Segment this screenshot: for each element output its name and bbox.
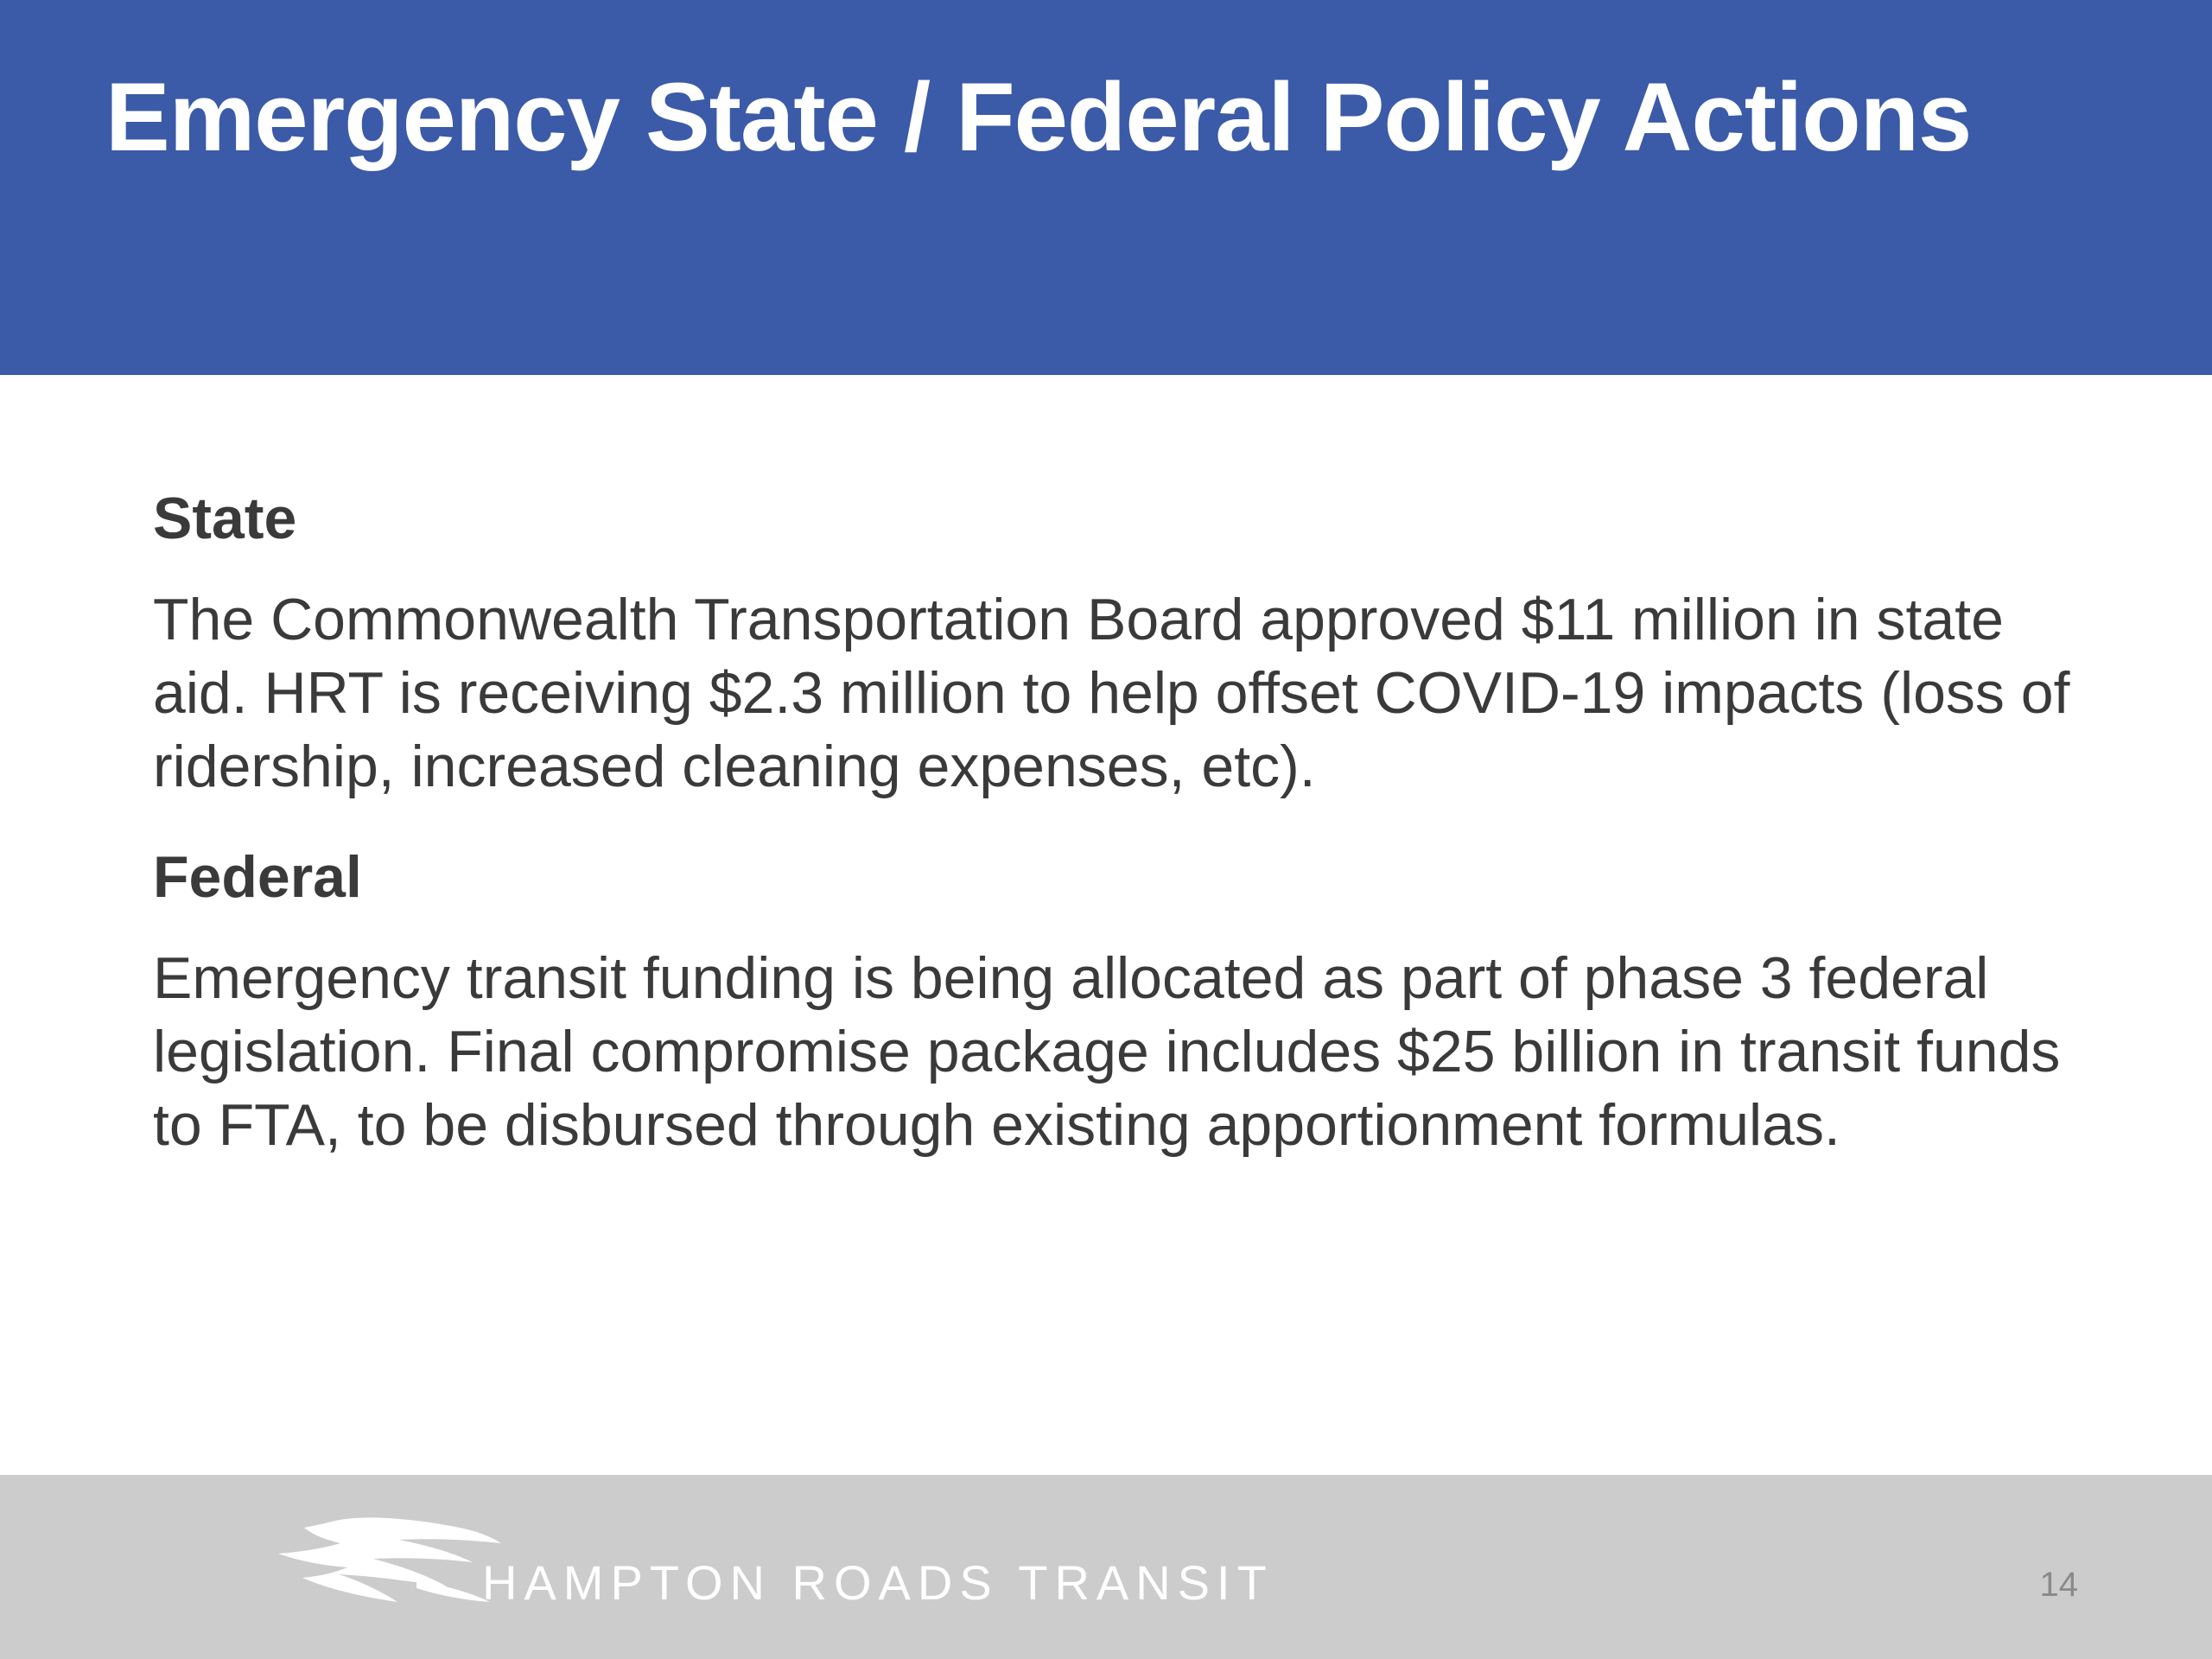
- logo-text: HAMPTON ROADS TRANSIT: [482, 1555, 1274, 1610]
- state-body: The Commonwealth Transportation Board approved $11 million in state aid. HRT is receiving $2.3 million to help offset COVID-19 impacts (loss of ridership, increased cleaning expenses, etc).: [153, 587, 2070, 799]
- slide-title: Emergency State / Federal Policy Actions: [105, 63, 1972, 171]
- federal-heading: Federal: [153, 844, 362, 910]
- title-banner: [0, 0, 2212, 375]
- federal-body: Emergency transit funding is being allocated as part of phase 3 federal legislation. Final compromise package includes $25 billion in transit funds to FTA, to be disbursed through existing apportionment formulas.: [153, 945, 2061, 1158]
- slide-content: [153, 480, 2088, 1162]
- page-number: 14: [2039, 1566, 2078, 1604]
- hrt-wave-logo-icon: [278, 1512, 512, 1607]
- state-heading: State: [153, 486, 297, 551]
- hampton-roads-transit-logo: [278, 1512, 1274, 1616]
